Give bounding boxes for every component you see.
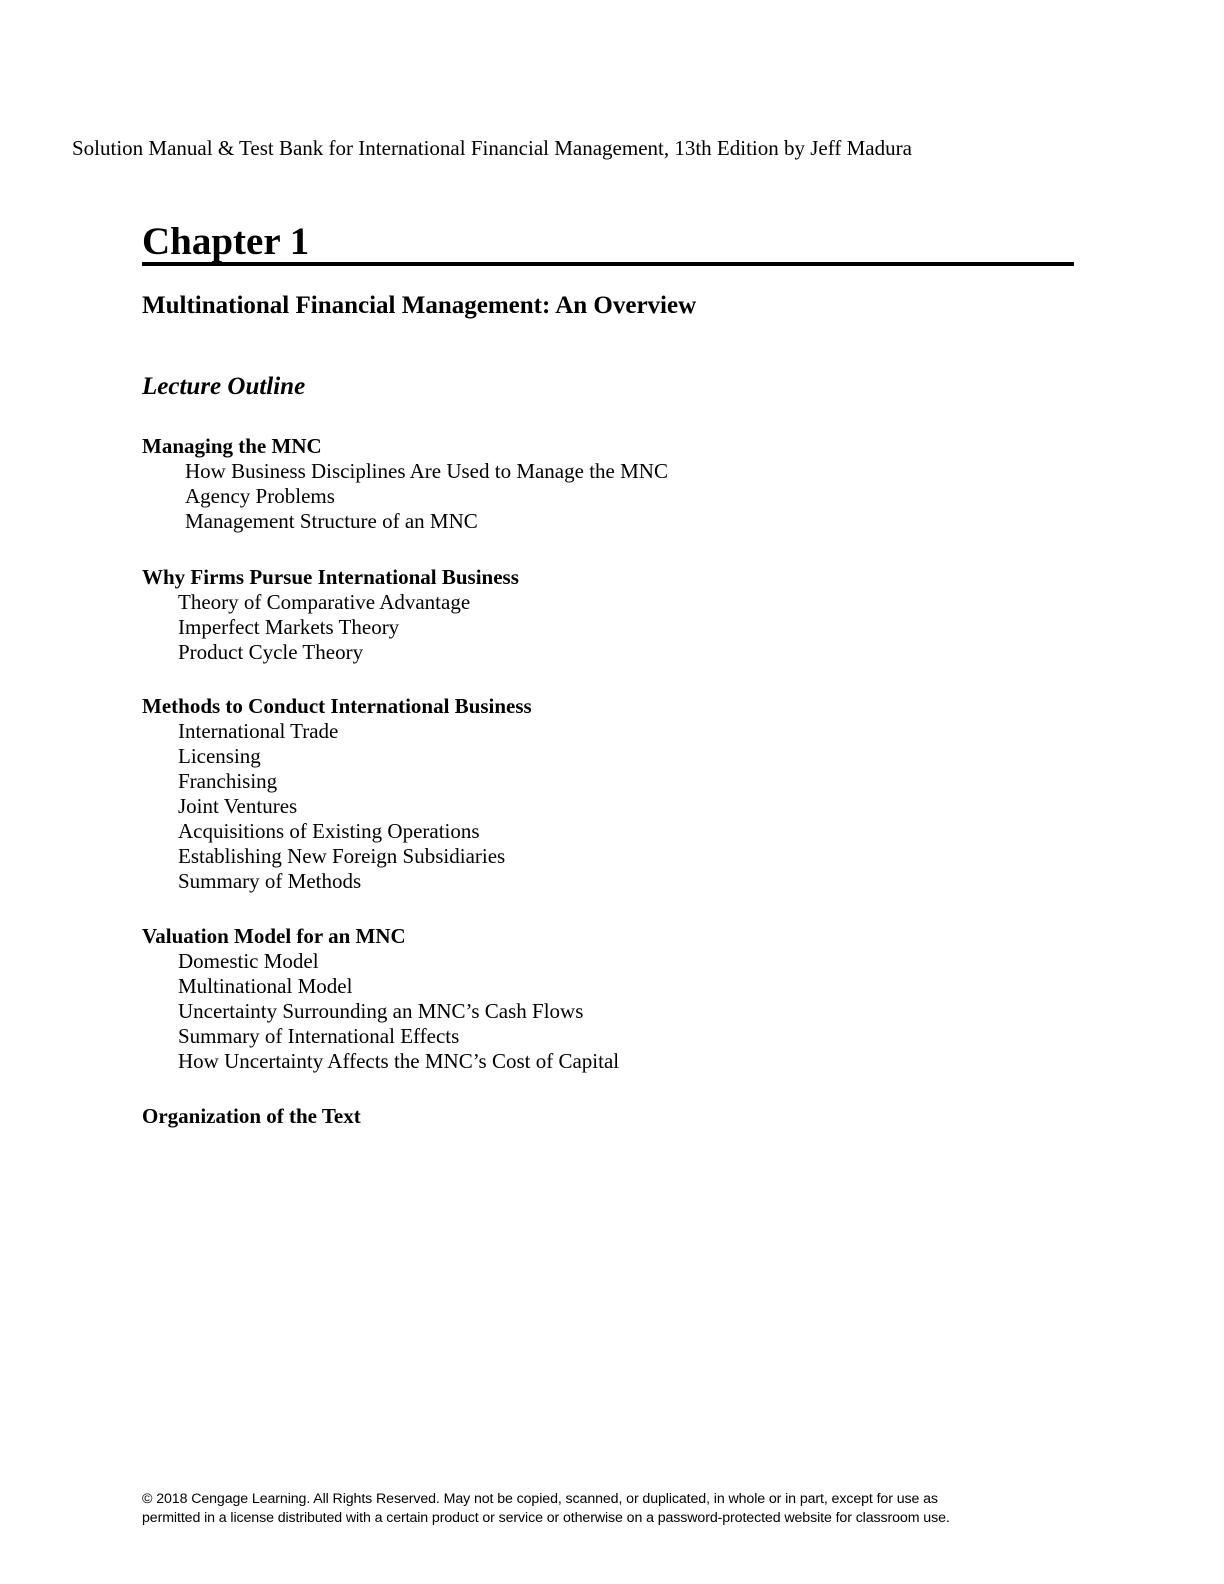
outline-section-organization [142,1104,361,1129]
section-title: Valuation Model for an MNC [142,924,406,948]
list-item: International Trade [178,719,339,743]
outline-section-why-firms [142,565,519,665]
list-item: Franchising [178,769,278,793]
list-item: Domestic Model [178,949,319,973]
list-item: Joint Ventures [178,794,298,818]
section-title: Methods to Conduct International Business [142,694,532,718]
list-item: Summary of Methods [178,869,362,893]
outline-section-managing [142,434,668,534]
list-item: Acquisitions of Existing Operations [178,819,480,843]
list-item: Imperfect Markets Theory [178,615,400,639]
list-item: Theory of Comparative Advantage [178,590,471,614]
list-item: Multinational Model [178,974,353,998]
list-item: Product Cycle Theory [178,640,364,664]
section-title: Organization of the Text [142,1104,361,1128]
copyright-footer [142,1490,1072,1528]
outline-section-valuation [142,924,619,1074]
outline-section-methods [142,694,532,894]
document-header: Solution Manual & Test Bank for International Financial Management, 13th Edition by Jeff Madura [72,136,912,160]
section-title: Why Firms Pursue International Business [142,565,519,589]
list-item: Management Structure of an MNC [185,509,478,533]
list-item: Establishing New Foreign Subsidiaries [178,844,506,868]
list-item: Agency Problems [185,484,335,508]
chapter-title: Chapter 1 [142,220,1074,266]
list-item: Uncertainty Surrounding an MNC’s Cash Flows [178,999,584,1023]
section-title: Managing the MNC [142,434,322,458]
list-item: Licensing [178,744,261,768]
list-item: How Business Disciplines Are Used to Manage the MNC [185,459,668,483]
copyright-line-1: © 2018 Cengage Learning. All Rights Reserved. May not be copied, scanned, or duplicated, in whole or in part, except for use as [142,1491,938,1507]
copyright-line-2: permitted in a license distributed with a certain product or service or otherwise on a password-protected website for classroom use. [142,1510,950,1526]
list-item: How Uncertainty Affects the MNC’s Cost of Capital [178,1049,620,1073]
lecture-outline-heading: Lecture Outline [142,373,306,400]
chapter-subtitle: Multinational Financial Management: An Overview [142,292,697,319]
list-item: Summary of International Effects [178,1024,460,1048]
